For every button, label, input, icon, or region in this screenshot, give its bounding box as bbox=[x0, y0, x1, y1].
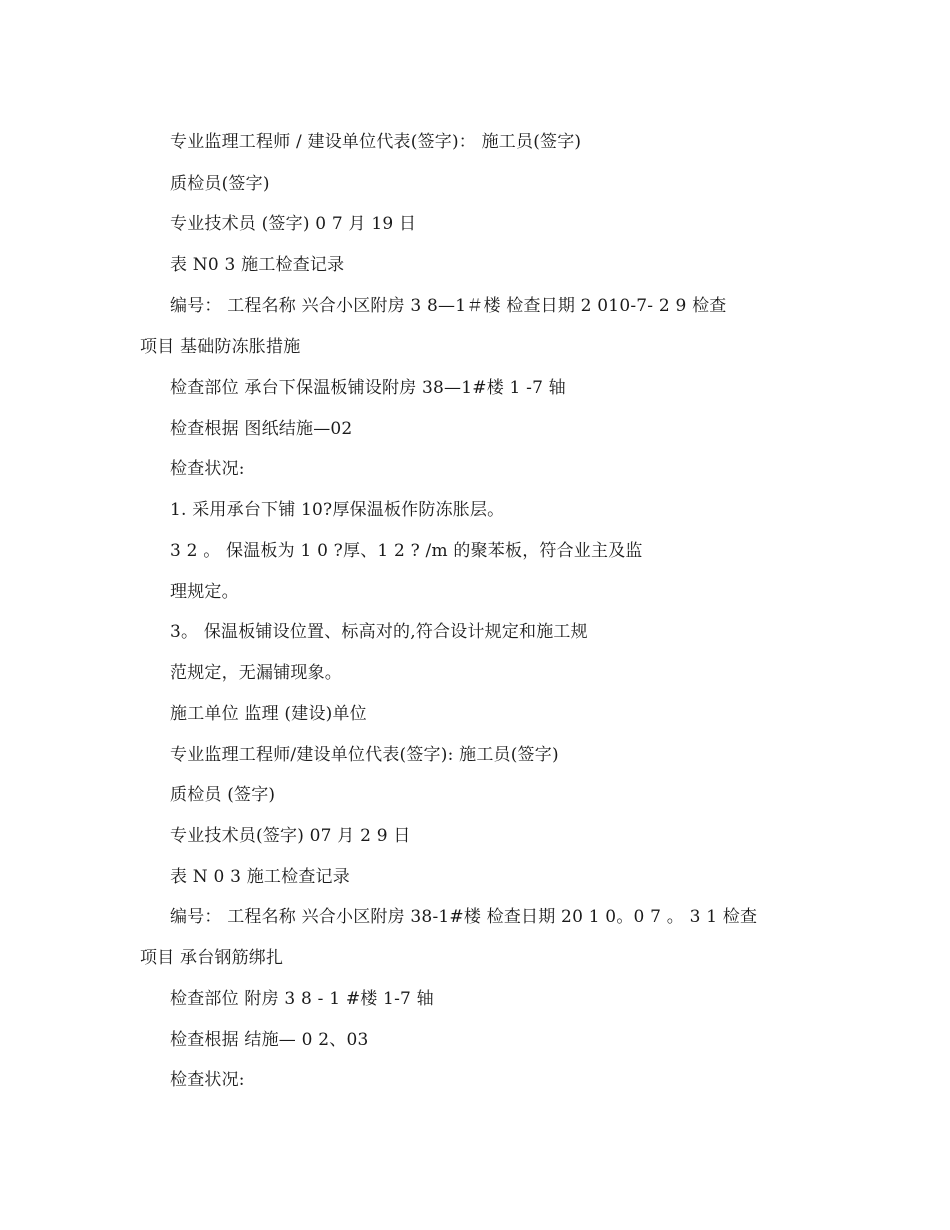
inspection-location-1: 检查部位 承台下保温板铺设附房 38—1#楼 1 -7 轴 bbox=[170, 378, 566, 398]
status-item-1: 1. 采用承台下铺 10?厚保温板作防冻胀层。 bbox=[170, 500, 505, 520]
record-header-2-continued: 项目 承台钢筋绑扎 bbox=[140, 948, 284, 968]
record-header-1-continued: 项目 基础防冻胀措施 bbox=[140, 337, 301, 357]
form-title-1: 表 N0 3 施工检查记录 bbox=[170, 255, 345, 275]
signature-line-inspector: 质检员(签字) bbox=[170, 174, 270, 194]
inspection-location-2: 检查部位 附房 3 8 - 1 #楼 1-7 轴 bbox=[170, 989, 434, 1009]
inspection-basis-1: 检查根据 图纸结施—02 bbox=[170, 419, 353, 439]
signature-line-supervisor: 专业监理工程师 / 建设单位代表(签字)： 施工员(签字) bbox=[170, 132, 582, 152]
units-line: 施工单位 监理 (建设)单位 bbox=[170, 704, 367, 724]
signature-line-inspector-2: 质检员 (签字) bbox=[170, 785, 276, 805]
signature-line-supervisor-2: 专业监理工程师/建设单位代表(签字): 施工员(签字) bbox=[170, 745, 559, 765]
signature-line-technician-date-2: 专业技术员(签字) 07 月 2 9 日 bbox=[170, 826, 411, 846]
record-header-2: 编号： 工程名称 兴合小区附房 38-1#楼 检查日期 20 1 0。0 7 。 3 1 检查 bbox=[170, 907, 758, 927]
status-item-3-continued: 范规定，无漏铺现象。 bbox=[170, 663, 342, 683]
status-item-2-continued: 理规定。 bbox=[170, 582, 239, 602]
signature-line-technician-date: 专业技术员 (签字) 0 7 月 19 日 bbox=[170, 214, 417, 234]
record-header-1: 编号： 工程名称 兴合小区附房 3 8—1＃楼 检查日期 2 010-7- 2 9 检查 bbox=[170, 296, 727, 316]
inspection-status-heading-2: 检查状况: bbox=[170, 1070, 245, 1090]
status-item-3: 3。 保温板铺设位置、标高对的,符合设计规定和施工规 bbox=[170, 622, 588, 642]
form-title-2: 表 N 0 3 施工检查记录 bbox=[170, 867, 350, 887]
inspection-status-heading-1: 检查状况: bbox=[170, 459, 245, 479]
inspection-basis-2: 检查根据 结施— 0 2、03 bbox=[170, 1030, 369, 1050]
status-item-2: 3 2 。 保温板为 1 0 ?厚、1 2 ? /m 的聚苯板，符合业主及监 bbox=[170, 541, 643, 561]
